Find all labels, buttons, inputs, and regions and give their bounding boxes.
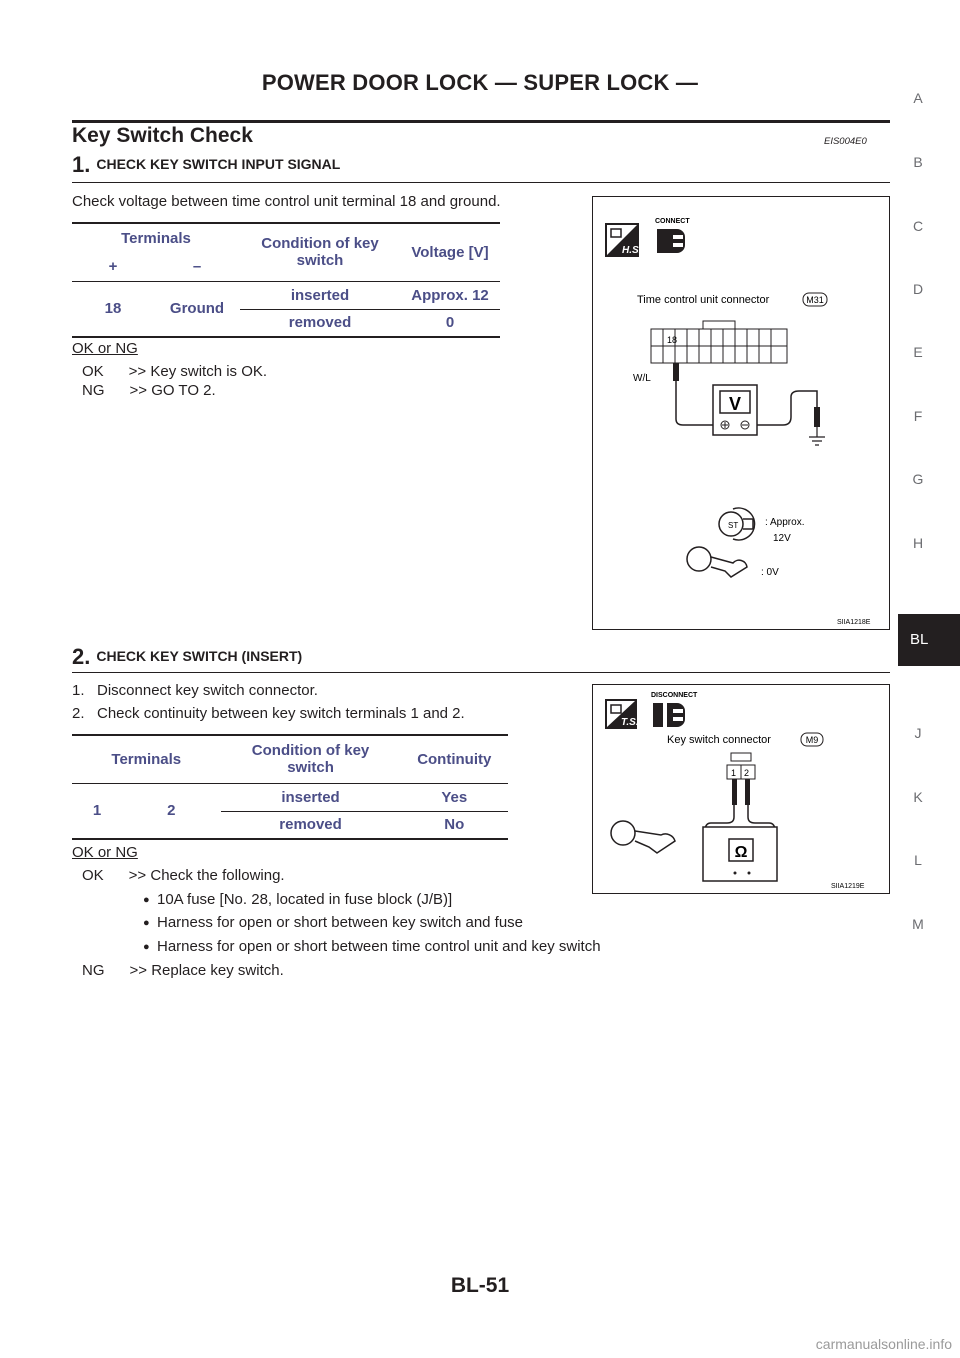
th-condition: Condition of key switch: [251, 742, 370, 777]
continuity-table: [72, 734, 508, 840]
step-2-item-2: 2. Check continuity between key switch terminals 1 and 2.: [72, 705, 465, 722]
cell-continuity-removed: No: [444, 816, 465, 834]
header-rule: [72, 120, 890, 123]
index-d[interactable]: D: [912, 281, 924, 297]
th-terminals: Terminals: [111, 750, 182, 768]
check-item-2: ● Harness for open or short between key switch and fuse: [157, 914, 523, 931]
figure-id: SIIA1219E: [831, 883, 865, 890]
watermark: carmanualsonline.info: [815, 1336, 952, 1352]
step-1-ng-result: NG >> GO TO 2.: [82, 382, 216, 399]
connector-icon: [657, 229, 685, 253]
check-item-1: ● 10A fuse [No. 28, located in fuse block (J/B)]: [157, 891, 452, 908]
th-plus: +: [108, 258, 118, 276]
index-b[interactable]: B: [913, 154, 923, 170]
index-g[interactable]: G: [912, 471, 924, 487]
key-switch-connector-label: Key switch connector: [667, 734, 771, 746]
probe-negative: [814, 407, 820, 427]
ground-icon: [809, 427, 825, 445]
index-c[interactable]: C: [912, 218, 924, 234]
key-st-label: ST: [728, 521, 739, 530]
index-j[interactable]: J: [914, 725, 922, 741]
index-bl-label: BL: [910, 631, 929, 648]
voltmeter-label: V: [728, 394, 742, 414]
section-code: EIS004E0: [824, 136, 867, 147]
index-a[interactable]: A: [913, 90, 923, 106]
check-item-3: ● Harness for open or short between time control unit and key switch: [157, 938, 601, 955]
figure-id: SIIA1218E: [837, 619, 871, 626]
cell-continuity-inserted: Yes: [441, 788, 468, 806]
th-voltage: Voltage [V]: [411, 243, 489, 261]
page-number: BL-51: [450, 1274, 510, 1297]
section-title: Key Switch Check: [72, 124, 253, 147]
step-2-number: 2.: [72, 644, 91, 669]
wire-color: W/L: [633, 373, 651, 384]
figure-time-control-connector: [592, 196, 890, 630]
connector-id: M9: [805, 735, 819, 745]
key-icon: [611, 821, 675, 853]
cell-voltage-inserted: Approx. 12: [411, 286, 489, 304]
index-l[interactable]: L: [914, 852, 922, 868]
cell-cond-inserted: inserted: [290, 286, 350, 304]
cell-cond-inserted: inserted: [281, 788, 340, 806]
index-e[interactable]: E: [913, 344, 923, 360]
page-title: POWER DOOR LOCK — SUPER LOCK —: [261, 70, 699, 95]
probe-positive: [673, 363, 679, 381]
probe-2: [745, 779, 750, 805]
step-1-heading: [72, 152, 340, 178]
ts-label: T.S.: [621, 717, 639, 728]
th-continuity: Continuity: [417, 750, 492, 768]
voltage-table: [72, 222, 500, 338]
probe-wire-positive: [676, 381, 715, 425]
cell-terminal-2: 2: [167, 802, 176, 820]
th-terminals: Terminals: [121, 230, 191, 247]
connect-label: CONNECT: [655, 218, 690, 225]
connector-icon: [653, 703, 685, 727]
step-1-title: CHECK KEY SWITCH INPUT SIGNAL: [96, 156, 341, 172]
key-removed-icon: [687, 547, 747, 577]
step-1-ok-ng: OK or NG: [72, 340, 138, 357]
cell-terminal-1: 1: [92, 802, 102, 820]
ohmmeter-label: Ω: [734, 844, 748, 861]
terminal-2: 2: [744, 768, 750, 778]
step-2-ng-result: NG >> Replace key switch.: [82, 962, 284, 979]
hs-label: H.S.: [622, 245, 642, 256]
step-2-ok-ng: OK or NG: [72, 844, 138, 861]
step-2-item-1: 1. Disconnect key switch connector.: [72, 682, 318, 699]
probe-1: [732, 779, 737, 805]
cell-voltage-removed: 0: [445, 314, 455, 332]
step-1-ok-result: OK >> Key switch is OK.: [82, 363, 268, 380]
index-k[interactable]: K: [913, 789, 923, 805]
cell-cond-removed: removed: [279, 816, 342, 834]
approx-label: : Approx.: [765, 517, 805, 528]
step-2-rule: [72, 672, 890, 673]
th-minus: –: [192, 258, 202, 276]
index-f[interactable]: F: [913, 408, 923, 424]
index-m[interactable]: M: [912, 916, 924, 932]
time-control-connector-label: Time control unit connector: [637, 294, 770, 306]
zero-label: : 0V: [761, 567, 779, 578]
th-condition: Condition of key switch: [261, 235, 379, 270]
index-bl-active[interactable]: [898, 614, 960, 666]
cell-cond-removed: removed: [288, 314, 352, 332]
probe-wire-negative: [753, 391, 817, 425]
figure-key-switch-connector: [592, 684, 890, 894]
terminal-18: 18: [667, 335, 678, 345]
connector-id: M31: [806, 295, 824, 305]
step-2-ok-result: OK >> Check the following.: [82, 867, 285, 884]
cell-terminal-plus: 18: [104, 300, 122, 318]
approx-value: 12V: [773, 533, 791, 544]
step-2-title: CHECK KEY SWITCH (INSERT): [96, 648, 303, 664]
step-1-rule: [72, 182, 890, 183]
step-1-number: 1.: [72, 152, 91, 177]
disconnect-label: DISCONNECT: [651, 692, 698, 699]
cell-terminal-minus: Ground: [169, 300, 225, 318]
index-h[interactable]: H: [912, 535, 924, 551]
step-2-heading: [72, 644, 302, 670]
terminal-1: 1: [731, 768, 737, 778]
step-1-instruction: Check voltage between time control unit terminal 18 and ground.: [72, 193, 501, 210]
